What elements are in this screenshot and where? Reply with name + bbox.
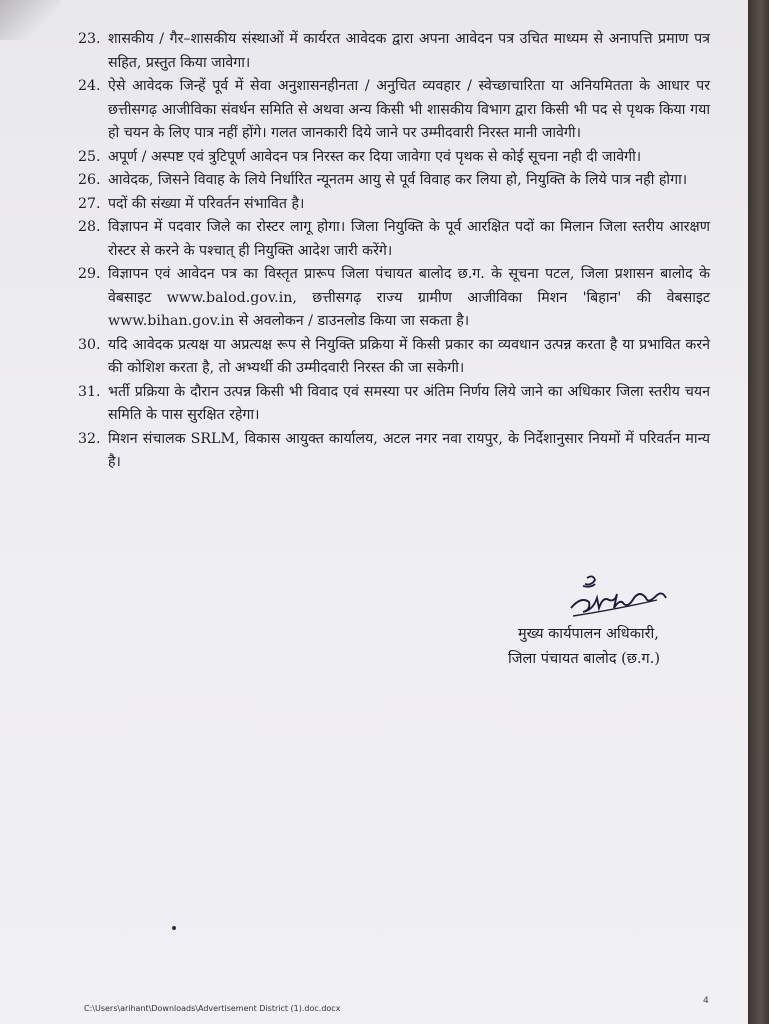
signatory-title: मुख्य कार्यपालन अधिकारी, [518,626,659,642]
list-item [78,428,710,475]
item-text: यदि आवेदक प्रत्यक्ष या अप्रत्यक्ष रूप से नियुक्ति प्रक्रिया में किसी प्रकार का व्यवधान उत्पन्न करता है या प्रभावित करने की कोशिश करता है, तो अभ्यर्थी की उम्मीदवारी निरस्त की जा सकेगी। [108,336,710,376]
signatory-office: जिला पंचायत बालोद (छ.ग.) [508,651,660,667]
item-number: 31. [78,383,101,400]
ink-dot [172,926,176,930]
item-text: विज्ञापन में पदवार जिले का रोस्टर लागू होगा। जिला नियुक्ति के पूर्व आरक्षित पदों का मिलान जिला स्तरीय आरक्षण रोस्टर से करने के पश्चात् ही नियुक्ति आदेश जारी करेंगे। [108,219,710,259]
item-text: ऐसे आवेदक जिन्हें पूर्व में सेवा अनुशासनहीनता / अनुचित व्यवहार / स्वेच्छाचारिता या अनियमितता के आधार पर छत्तीसगढ़ आजीविका संवर्धन समिति से अथवा अन्य किसी भी शासकीय विभाग द्वारा किसी भी पद से पृथक किया गया हो चयन के लिए पात्र नहीं होंगे। गलत जानकारी दिये जाने पर उम्मीदवारी निरस्त मानी जावेगी। [108,78,710,141]
item-text: शासकीय / गैर–शासकीय संस्थाओं में कार्यरत आवेदक द्वारा अपना आवेदन पत्र उचित माध्यम से अनापत्ति प्रमाण पत्र सहित, प्रस्तुत किया जावेगा। [108,31,710,71]
list-item [78,28,710,75]
item-number: 30. [78,336,101,353]
item-text: विज्ञापन एवं आवेदन पत्र का विस्तृत प्रारूप जिला पंचायत बालोद छ.ग. के सूचना पटल, जिला प्रशासन बालोद के वेबसाइट www.balod.gov.in, छत्तीसगढ़ राज्य ग्रामीण आजीविका मिशन 'बिहान' की वेबसाइट www.bihan.gov.in से अवलोकन / डाउनलोड किया जा सकता है। [108,266,710,329]
item-number: 25. [78,148,101,165]
conditions-list [78,28,710,475]
signature-block [508,622,660,672]
page-number: 4 [703,996,709,1006]
item-text: आवेदक, जिसने विवाह के लिये निर्धारित न्यूनतम आयु से पूर्व विवाह कर लिया हो, नियुक्ति के लिये पात्र नही होगा। [108,172,688,188]
item-number: 28. [78,219,101,235]
list-item [78,263,710,334]
page-edge-background [748,0,769,1024]
list-item [78,334,710,381]
item-number: 29. [78,266,101,282]
list-item [78,381,710,428]
list-item [78,193,710,217]
item-number: 32. [78,430,101,447]
item-text: अपूर्ण / अस्पष्ट एवं त्रुटिपूर्ण आवेदन पत्र निरस्त कर दिया जावेगा एवं पृथक से कोई सूचना नही दी जावेगी। [108,148,642,165]
list-item [78,216,710,263]
item-text: मिशन संचालक SRLM, विकास आयुक्त कार्यालय, अटल नगर नवा रायपुर, के निर्देशानुसार नियमों में परिवर्तन मान्य है। [108,430,710,470]
list-item [78,75,710,146]
list-item [78,169,710,193]
page-fold-shadow [0,0,60,40]
item-number: 23. [78,31,101,47]
item-number: 24. [78,78,101,94]
item-number: 26. [78,172,101,188]
footer-file-path: C:\Users\arihant\Downloads\Advertisement District (1).doc.docx [84,1004,341,1013]
item-text: भर्ती प्रक्रिया के दौरान उत्पन्न किसी भी विवाद एवं समस्या पर अंतिम निर्णय लिये जाने का अधिकार जिला स्तरीय चयन समिति के पास सुरक्षित रहेगा। [108,383,710,423]
item-text: पदों की संख्या में परिवर्तन संभावित है। [108,195,305,212]
handwritten-signature [565,572,685,622]
list-item [78,146,710,170]
item-number: 27. [78,195,101,212]
